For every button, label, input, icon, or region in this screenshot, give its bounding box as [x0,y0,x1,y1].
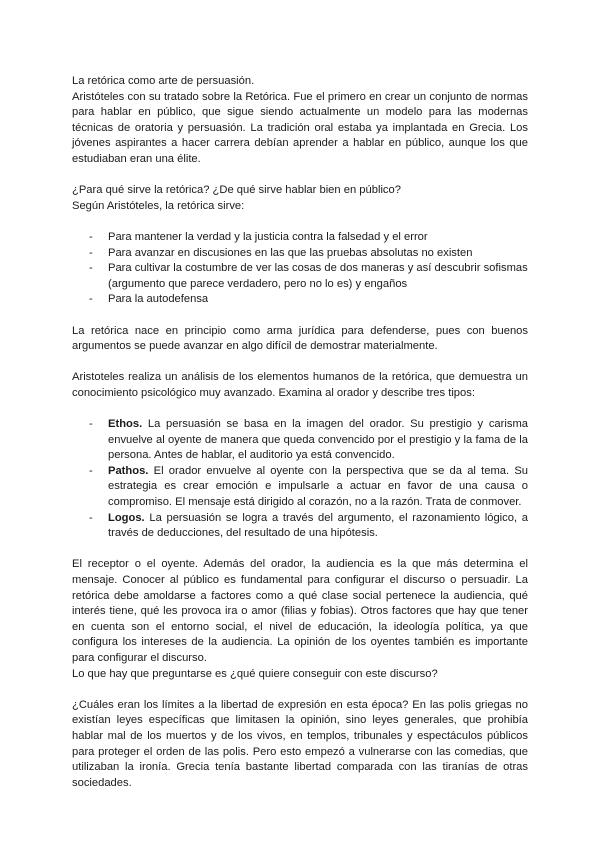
term-description: La persuasión se logra a través del argumento, el razonamiento lógico, a través de deducciones, del resultado de una hipótesis. [108,511,528,540]
spacer [72,214,528,230]
purposes-list [72,230,528,308]
list-item [72,464,528,511]
intro-paragraph: Aristóteles con su tratado sobre la Retórica. Fue el primero en crear un conjunto de normas para hablar en público, que sigue siendo actualmente un modelo para las modernas técnicas de oratoria y persuasión. La tradición oral estaba ya implantada en Grecia. Los jóvenes aspirantes a hacer carrera debían aprender a hablar en público, aunque los que estudiaban eran una élite. [72,90,528,165]
list-item: - Para avanzar en discusiones en las que las pruebas absolutas no existen [72,246,528,262]
term-pathos: Pathos. [108,464,149,477]
list-item: - Para mantener la verdad y la justicia contra la falsedad y el error [72,230,528,246]
list-item [72,511,528,542]
term-logos: Logos. [108,511,145,524]
audience-question: Lo que hay que preguntarse es ¿qué quiere conseguir con este discurso? [72,667,438,680]
spacer [72,682,528,698]
spacer [72,168,528,184]
speaker-types-list [72,417,528,542]
document-body [72,74,528,791]
audience-paragraph: El receptor o el oyente. Además del orador, la audiencia es la que más determina el mensaje. Conocer al público es fundamental para configurar el discurso o persuadir. La retórica debe amoldarse a factores como a qué clase social pertenece la audiencia, qué interés tiene, qué les provoca ira o amor (filias y fobias). Otros factores que hay que tener en cuenta son el entorno social, el nivel de educación, la ideología política, ya que configura los intereses de la audiencia. La opinión de los oyentes también es importante para configurar el discurso. [72,558,528,664]
spacer [72,542,528,558]
list-item: - Para la autodefensa [72,292,528,308]
question-line: ¿Para qué sirve la retórica? ¿De qué sirve hablar bien en público? [72,184,401,197]
freedom-paragraph: ¿Cuáles eran los límites a la libertad de expresión en esta época? En las polis griegas no existían leyes específicas que limitasen la opinión, sino leyes generales, que prohibía hablar mal de los muertos y de los vivos, en templos, tribunales y espectáculos públicos para proteger el orden de las polis. Pero esto empezó a vulnerarse con las comedias, que utilizaban la ironía. Grecia tenía bastante libertad comparada con las tiranías de otras sociedades. [72,698,528,789]
spacer [72,308,528,324]
term-description: La persuasión se basa en la imagen del orador. Su prestigio y carisma envuelve al oyente de manera que queda convencido por el prestigio y la fama de la persona. Antes de hablar, el auditorio ya está convencido. [108,418,528,462]
section-heading: La retórica como arte de persuasión. [72,75,255,87]
analysis-paragraph: Aristoteles realiza un análisis de los elementos humanos de la retórica, que demuestra un conocimiento psicológico muy avanzado. Examina al orador y describe tres tipos: [72,371,528,399]
spacer [72,401,528,417]
legal-paragraph: La retórica nace en principio como arma jurídica para defenderse, pues con buenos argumentos se puede avanzar en algo difícil de demostrar materialmente. [72,324,528,353]
term-ethos: Ethos. [108,418,143,431]
spacer [72,355,528,371]
list-item: - Para cultivar la costumbre de ver las cosas de dos maneras y así descubrir sofismas (argumento que parece verdadero, pero no lo es) y engaños [72,261,528,292]
purposes-intro: Según Aristóteles, la retórica sirve: [72,199,245,212]
list-item [72,417,528,464]
term-description: El orador envuelve al oyente con la perspectiva que se da al tema. Su estrategia es crear emoción e impulsarle a actuar en favor de una causa o compromiso. El mensaje está dirigido al corazón, no a la razón. Trata de conmover. [108,464,529,509]
